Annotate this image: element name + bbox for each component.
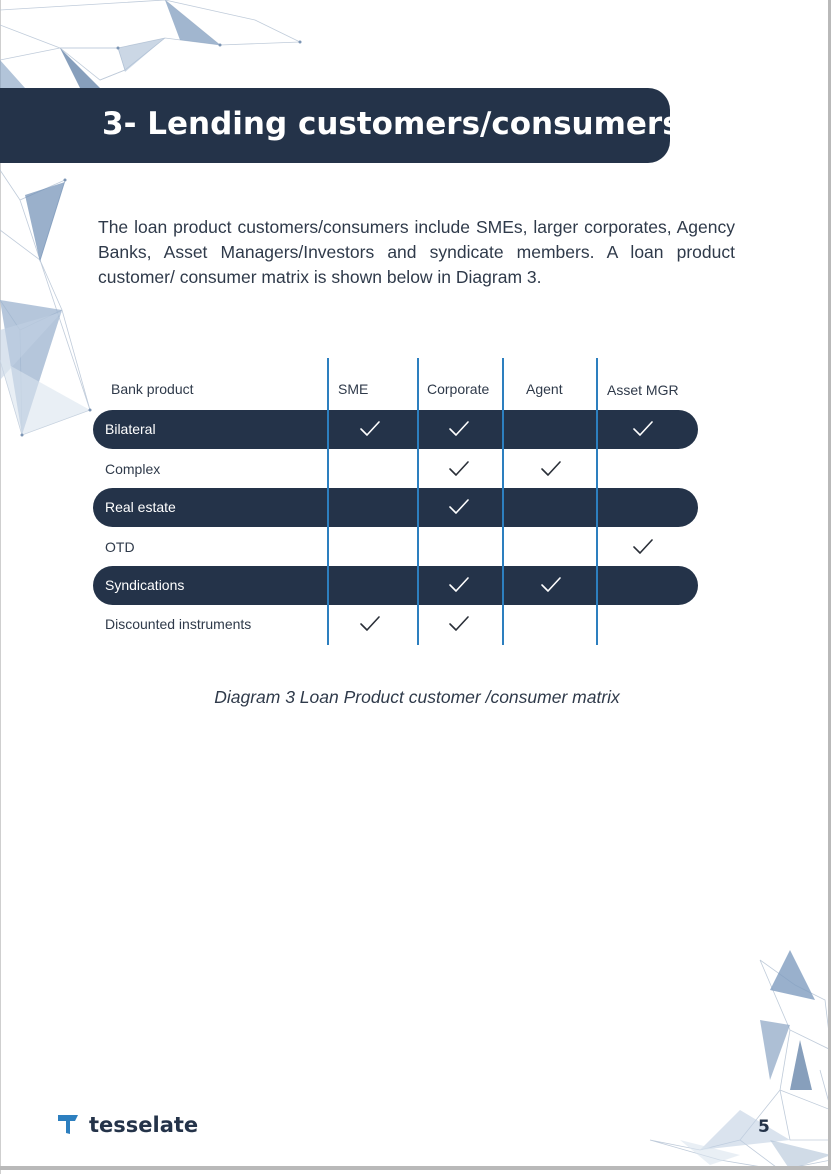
page-number: 5: [758, 1117, 770, 1137]
check-mark-icon: [350, 410, 390, 449]
diagram-caption: Diagram 3 Loan Product customer /consumer matrix: [214, 687, 620, 707]
bottom-right-network-decoration: [640, 940, 831, 1170]
check-mark-icon: [439, 488, 479, 527]
check-mark-icon: [439, 410, 479, 449]
row-label: OTD: [105, 539, 135, 555]
matrix-row: [93, 605, 698, 644]
check-mark-icon: [439, 605, 479, 644]
matrix-row: [93, 528, 698, 567]
row-label: Complex: [105, 461, 161, 477]
column-header-agent: Agent: [526, 381, 563, 397]
column-divider: [417, 358, 419, 645]
section-title: 3- Lending customers/consumers: [102, 106, 681, 142]
column-header-asset-mgr: Asset MGR: [607, 382, 679, 398]
check-mark-icon: [531, 450, 571, 489]
row-label: Real estate: [105, 499, 176, 515]
intro-paragraph: The loan product customers/consumers include SMEs, larger corporates, Agency Banks, Asset Managers/Investors and syndicate members. A loan product customer/ consumer matrix is shown below in Diagram 3.: [98, 217, 735, 287]
check-mark-icon: [623, 528, 663, 567]
matrix-row: [93, 566, 698, 605]
matrix-row: [93, 450, 698, 489]
check-mark-icon: [439, 450, 479, 489]
check-mark-icon: [531, 566, 571, 605]
check-mark-icon: [350, 605, 390, 644]
tesselate-logo-icon: [57, 1113, 79, 1135]
check-mark-icon: [623, 410, 663, 449]
row-header-label: Bank product: [111, 381, 194, 397]
column-header-corporate: Corporate: [427, 381, 490, 397]
row-label: Discounted instruments: [105, 616, 252, 632]
row-label: Syndications: [105, 577, 185, 593]
column-header-sme: SME: [338, 381, 369, 397]
matrix-row: [93, 488, 698, 527]
row-label: Bilateral: [105, 421, 156, 437]
column-divider: [327, 358, 329, 645]
column-divider: [596, 358, 598, 645]
matrix-row: [93, 410, 698, 449]
column-divider: [502, 358, 504, 645]
brand-name: tesselate: [89, 1113, 199, 1137]
check-mark-icon: [439, 566, 479, 605]
